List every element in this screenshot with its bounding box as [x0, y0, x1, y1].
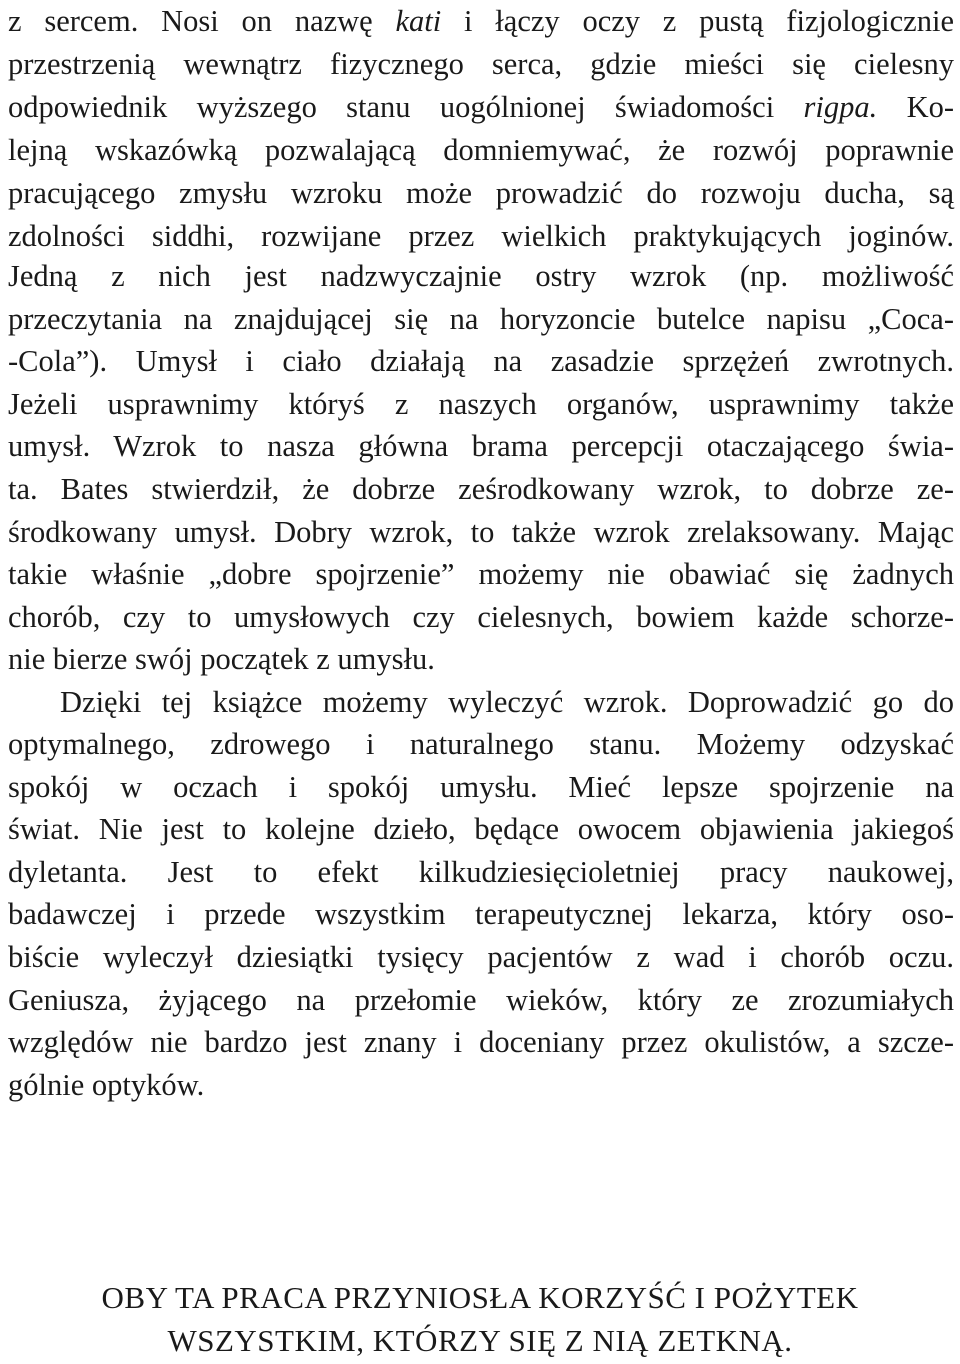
text-line: biście wyleczył dziesiątki tysięcy pacjentów z wad i chorób oczu.	[8, 940, 954, 974]
text-line: badawczej i przede wszystkim terapeutycznej lekarza, który oso-	[8, 897, 954, 931]
text-line: spokój w oczach i spokój umysłu. Mieć lepsze spojrzenie na	[8, 770, 954, 804]
text-line: ta. Bates stwierdził, że dobrze ześrodkowany wzrok, to dobrze ze-	[8, 472, 954, 506]
text-line: optymalnego, zdrowego i naturalnego stanu. Możemy odzyskać	[8, 727, 954, 761]
paragraph-end-line: gólnie optyków.	[8, 1068, 205, 1102]
dedication	[0, 1276, 960, 1362]
text-line: Jeżeli usprawnimy któryś z naszych organów, usprawnimy także	[8, 387, 954, 421]
text-line: Geniusza, żyjącego na przełomie wieków, który ze zrozumiałych	[8, 983, 954, 1017]
dedication-line-1: OBY TA PRACA PRZYNIOSŁA KORZYŚĆ I POŻYTEK	[101, 1280, 859, 1315]
text-line: pracującego zmysłu wzroku może prowadzić do rozwoju ducha, są	[8, 176, 954, 210]
italic-term: kati	[395, 4, 442, 38]
text-line: takie właśnie „dobre spojrzenie” możemy nie obawiać się żadnych	[8, 557, 954, 591]
paragraph-end-line: nie bierze swój początek z umysłu.	[8, 642, 435, 676]
text-line: chorób, czy to umysłowych czy cielesnych, bowiem każde schorze-	[8, 600, 954, 634]
paragraph-start-line: Dzięki tej książce możemy wyleczyć wzrok. Doprowadzić go do	[60, 685, 954, 719]
text-line: z sercem. Nosi on nazwę kati i łączy oczy z pustą fizjologicznie	[8, 4, 954, 38]
text-line: przeczytania na znajdującej się na horyzoncie butelce napisu „Coca-	[8, 302, 954, 336]
text-line: Jedną z nich jest nadzwyczajnie ostry wzrok (np. możliwość	[8, 259, 954, 293]
text-line: -Cola”). Umysł i ciało działają na zasadzie sprzężeń zwrotnych.	[8, 344, 954, 378]
text-line: zdolności siddhi, rozwijane przez wielkich praktykujących joginów.	[8, 219, 954, 253]
text-line: przestrzenią wewnątrz fizycznego serca, gdzie mieści się cielesny	[8, 47, 954, 81]
text-line: środkowany umysł. Dobry wzrok, to także wzrok zrelaksowany. Mając	[8, 515, 954, 549]
dedication-line-2: WSZYSTKIM, KTÓRZY SIĘ Z NIĄ ZETKNĄ.	[167, 1323, 793, 1358]
text-line: odpowiednik wyższego stanu uogólnionej świadomości rigpa. Ko-	[8, 90, 954, 124]
text-line: umysł. Wzrok to nasza główna brama percepcji otaczającego świa-	[8, 429, 954, 463]
text-line: lejną wskazówką pozwalającą domniemywać, że rozwój poprawnie	[8, 133, 954, 167]
text-line: świat. Nie jest to kolejne dzieło, będące owocem objawienia jakiegoś	[8, 812, 954, 846]
text-line: dyletanta. Jest to efekt kilkudziesięcioletniej pracy naukowej,	[8, 855, 954, 889]
text-line: względów nie bardzo jest znany i doceniany przez okulistów, a szcze-	[8, 1025, 954, 1059]
italic-term: rigpa.	[803, 90, 878, 124]
